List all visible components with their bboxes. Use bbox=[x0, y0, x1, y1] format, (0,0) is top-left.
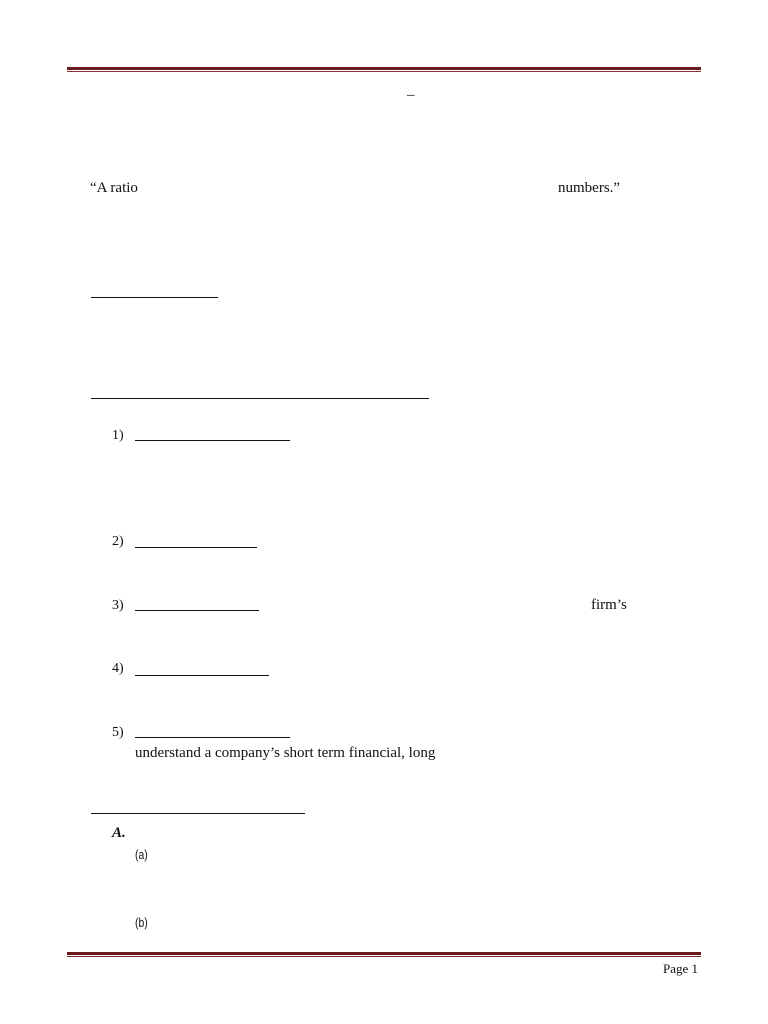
list-item-underline-3 bbox=[135, 610, 259, 611]
section-a-item-a: (a) bbox=[135, 847, 148, 862]
list-item-number-1: 1) bbox=[112, 428, 124, 443]
list-item-underline-1 bbox=[135, 440, 290, 441]
list-item-5-line2: understand a company’s short term financial, long bbox=[135, 745, 436, 761]
page-number: Page 1 bbox=[662, 961, 698, 976]
section-a-label: A. bbox=[112, 825, 126, 841]
footer-rule bbox=[67, 952, 701, 957]
definition-start: “A ratio bbox=[90, 180, 138, 196]
list-item-3-trailing: firm’s bbox=[591, 597, 627, 613]
header-rule bbox=[67, 67, 701, 72]
header-dash: – bbox=[407, 87, 415, 103]
heading-underline-1 bbox=[91, 297, 218, 298]
heading-underline-3 bbox=[91, 813, 305, 814]
definition-end: numbers.” bbox=[558, 180, 621, 196]
list-item-number-2: 2) bbox=[112, 534, 124, 549]
list-item-underline-2 bbox=[135, 547, 257, 548]
list-item-number-5: 5) bbox=[112, 725, 124, 740]
list-item-underline-4 bbox=[135, 675, 269, 676]
list-item-underline-5 bbox=[135, 737, 290, 738]
list-item-number-4: 4) bbox=[112, 661, 124, 676]
section-a-item-b: (b) bbox=[135, 915, 148, 930]
list-item-number-3: 3) bbox=[112, 598, 124, 613]
heading-underline-2 bbox=[91, 398, 429, 399]
